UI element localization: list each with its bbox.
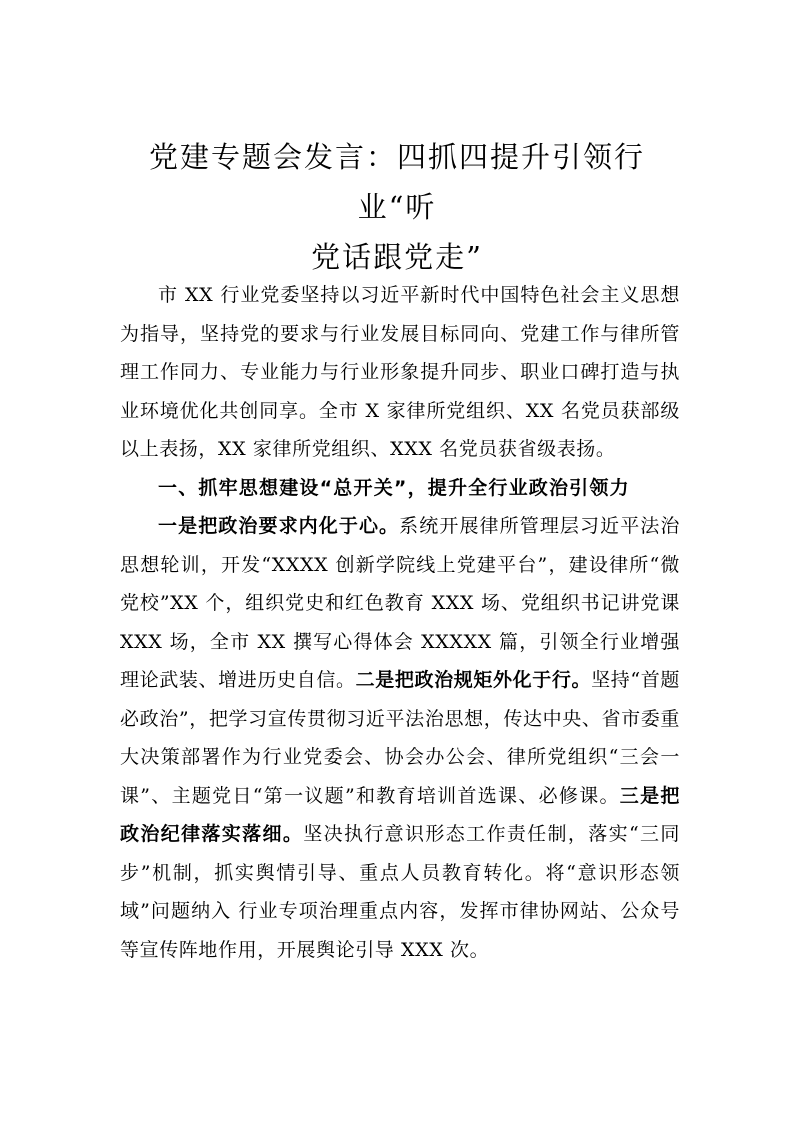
- document-title: [110, 132, 684, 282]
- title-line-1: 党建专题会发言：四抓四提升引领行业“听: [148, 140, 645, 224]
- point-2-text: 坚持“首题必政治”，把学习宣传贯彻习近平法治思想，传达中央、省市委重大决策部署作为行业党委会、协会办公会、律所党组织“三会一课”、主题党日“第一议题”和教育培训首选课、必修课。: [120, 669, 680, 807]
- point-3-text: 坚决执行意识形态工作责任制，落实“三同步”机制，抓实舆情引导、重点人员教育转化。将“意识形态领域”问题纳入 行业专项治理重点内容，发挥市律协网站、公众号等宣传阵地作用，开展舆论引导 XXX 次。: [120, 823, 680, 961]
- point-3-lead: 三是把政治纪律落实落细。: [120, 784, 680, 845]
- point-2-lead: 二是把政治规矩外化于行。: [355, 669, 592, 691]
- point-1-text: 系统开展律所管理层习近平法治思想轮训，开发“XXXX 创新学院线上党建平台”，建设律所“微党校”XX 个，组织党史和红色教育 XXX 场、党组织书记讲党课 XXX 场，全市 XX 撰写心得体会 XXXXX 篇，引领全行业增强理论武装、增进历史自信。: [120, 515, 681, 691]
- point-1-lead: 一是把政治要求内化于心。: [158, 515, 400, 537]
- section-1-heading: 一、抓牢思想建设“总开关”，提升全行业政治引领力: [158, 476, 630, 499]
- intro-paragraph: 市 XX 行业党委坚持以习近平新时代中国特色社会主义思想为指导，坚持党的要求与行业发展目标同向、党建工作与律所管理工作同力、专业能力与行业形象提升同步、职业口碑打造与执业环境优化共创同享。全市 X 家律所党组织、XX 名党员获部级以上表扬，XX 家律所党组织、XXX 名党员获省级表扬。: [120, 284, 680, 460]
- title-line-2: 党话跟党走”: [311, 240, 483, 274]
- section-1-paragraph: [120, 507, 680, 969]
- document-body: [120, 276, 680, 969]
